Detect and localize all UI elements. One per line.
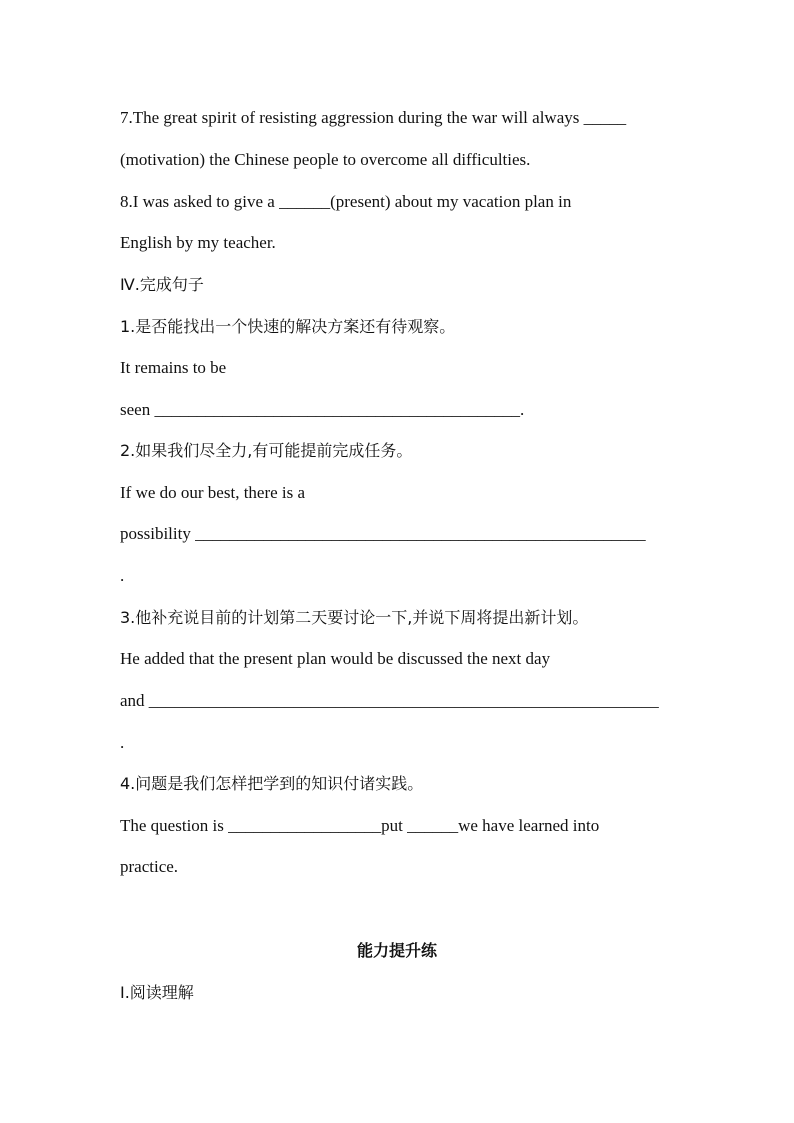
section-i-heading: Ⅰ.阅读理解 bbox=[120, 983, 194, 1002]
question-7-line-1: 7.The great spirit of resisting aggression during the war will always _____ bbox=[120, 108, 627, 127]
sentence-2-english-prompt: If we do our best, there is a bbox=[120, 483, 306, 502]
sentence-1-chinese: 1.是否能找出一个快速的解决方案还有待观察。 bbox=[120, 317, 456, 336]
question-7-line-2: (motivation) the Chinese people to overcome all difficulties. bbox=[120, 150, 531, 169]
sentence-3-english-prompt: He added that the present plan would be discussed the next day bbox=[120, 649, 551, 668]
sentence-4-english-prompt: The question is __________________put ______we have learned into bbox=[120, 816, 600, 835]
sentence-4-chinese: 4.问题是我们怎样把学到的知识付诸实践。 bbox=[120, 774, 424, 793]
sentence-1-answer-blank: seen ___________________________________________. bbox=[120, 400, 525, 419]
question-8-line-1: 8.I was asked to give a ______(present) about my vacation plan in bbox=[120, 192, 572, 211]
sentence-3-chinese: 3.他补充说目前的计划第二天要讨论一下,并说下周将提出新计划。 bbox=[120, 608, 589, 627]
sentence-3-answer-blank: and ____________________________________________________________ bbox=[120, 691, 659, 710]
section-iv-heading: Ⅳ.完成句子 bbox=[120, 275, 204, 294]
sentence-1-english-prompt: It remains to be bbox=[120, 358, 227, 377]
question-8-line-2: English by my teacher. bbox=[120, 233, 276, 252]
sentence-2-chinese: 2.如果我们尽全力,有可能提前完成任务。 bbox=[120, 441, 413, 460]
sentence-2-answer-blank: possibility _____________________________________________________ bbox=[120, 524, 646, 543]
sentence-2-period: . bbox=[120, 566, 125, 585]
sentence-3-period: . bbox=[120, 733, 125, 752]
sentence-4-english-end: practice. bbox=[120, 857, 179, 876]
section-title-ability: 能力提升练 bbox=[356, 941, 437, 960]
